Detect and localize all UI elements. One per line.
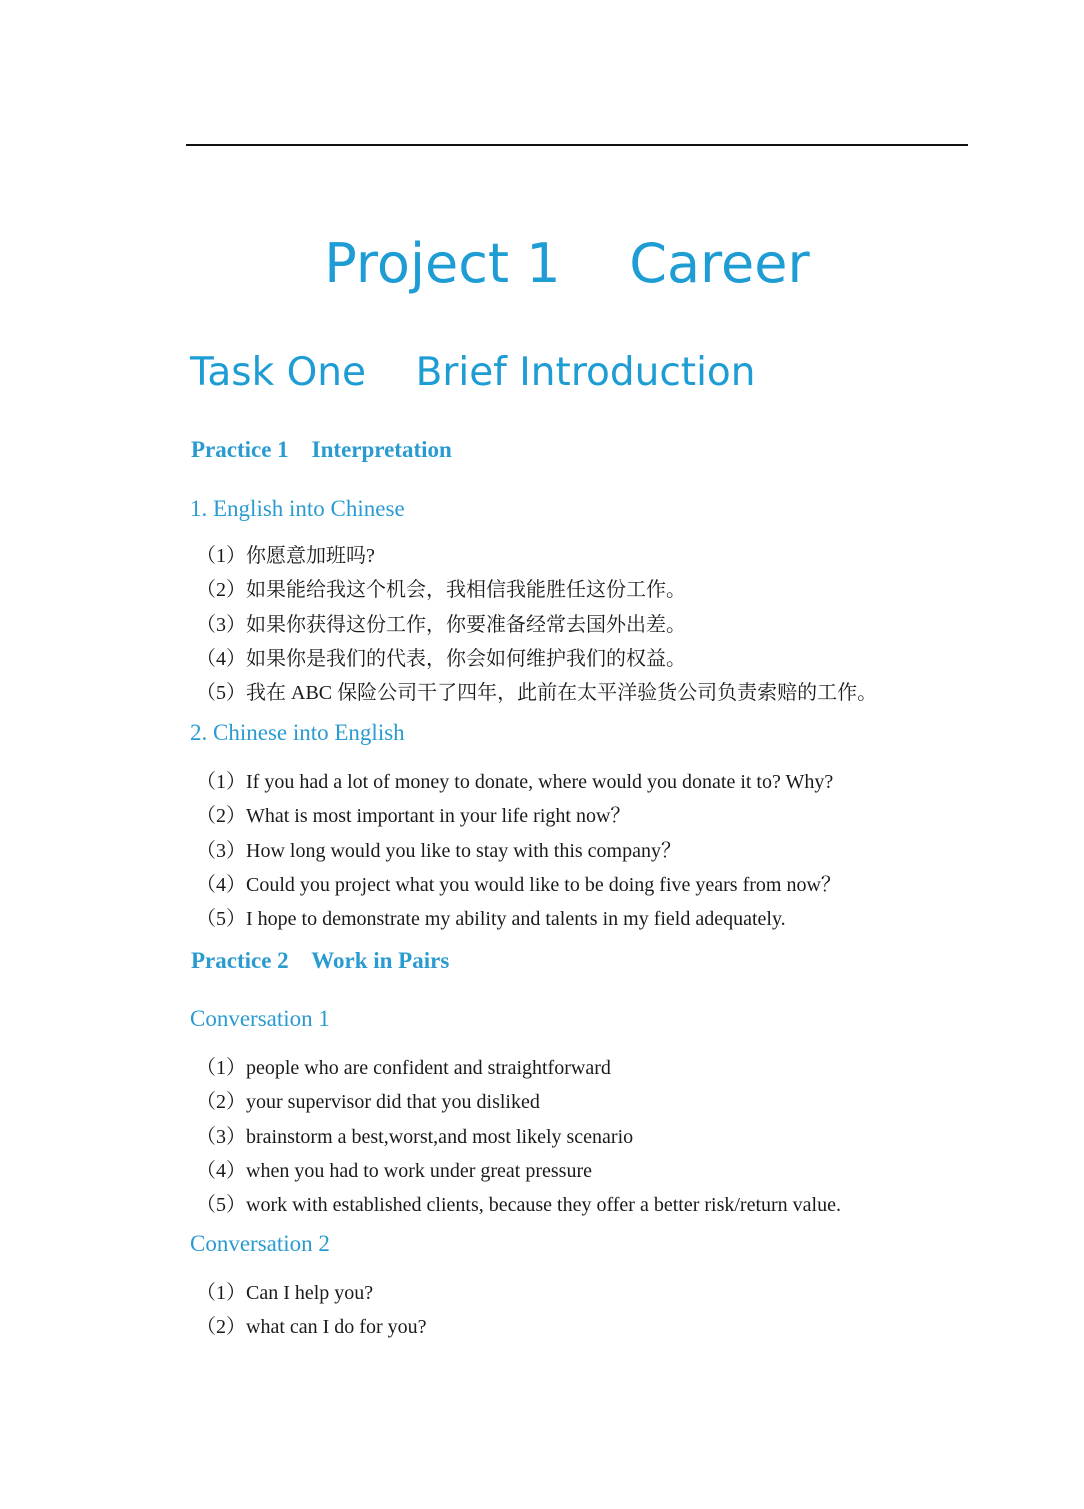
list-item: （3）brainstorm a best,worst,and most likely scenario [196,1126,634,1148]
list-item: （4）when you had to work under great pressure [196,1160,593,1182]
section-heading-conversation-2: Conversation 2 [190,1231,330,1256]
task-title: Task One Brief Introduction [190,350,756,395]
list-item: （2）your supervisor did that you disliked [196,1091,540,1113]
header-rule [186,144,968,146]
list-item: （4）如果你是我们的代表，你会如何维护我们的权益。 [196,648,686,670]
section-heading-chinese-into-english: 2. Chinese into English [190,720,405,745]
practice-1-heading: Practice 1 Interpretation [191,437,452,462]
list-item: （2）What is most important in your life right now？ [196,805,631,827]
list-item: （5）我在 ABC 保险公司干了四年，此前在太平洋验货公司负责索赔的工作。 [196,682,878,704]
list-item: （5）I hope to demonstrate my ability and talents in my field adequately. [196,908,786,930]
list-item: （5）work with established clients, because they offer a better risk/return value. [196,1194,841,1216]
list-item: （3）如果你获得这份工作，你要准备经常去国外出差。 [196,614,686,636]
project-title: Project 1 Career [324,232,810,295]
list-item: （1）Can I help you? [196,1282,374,1304]
section-heading-conversation-1: Conversation 1 [190,1006,330,1031]
list-item: （1）你愿意加班吗? [196,545,375,567]
list-item: （3）How long would you like to stay with this company？ [196,840,681,862]
list-item: （2）what can I do for you? [196,1316,427,1338]
list-item: （1）people who are confident and straightforward [196,1057,611,1079]
list-item: （2）如果能给我这个机会，我相信我能胜任这份工作。 [196,579,686,601]
practice-2-heading: Practice 2 Work in Pairs [191,948,450,973]
list-item: （4）Could you project what you would like to be doing five years from now？ [196,874,841,896]
section-heading-english-into-chinese: 1. English into Chinese [190,496,405,521]
list-item: （1）If you had a lot of money to donate, where would you donate it to? Why? [196,771,834,793]
